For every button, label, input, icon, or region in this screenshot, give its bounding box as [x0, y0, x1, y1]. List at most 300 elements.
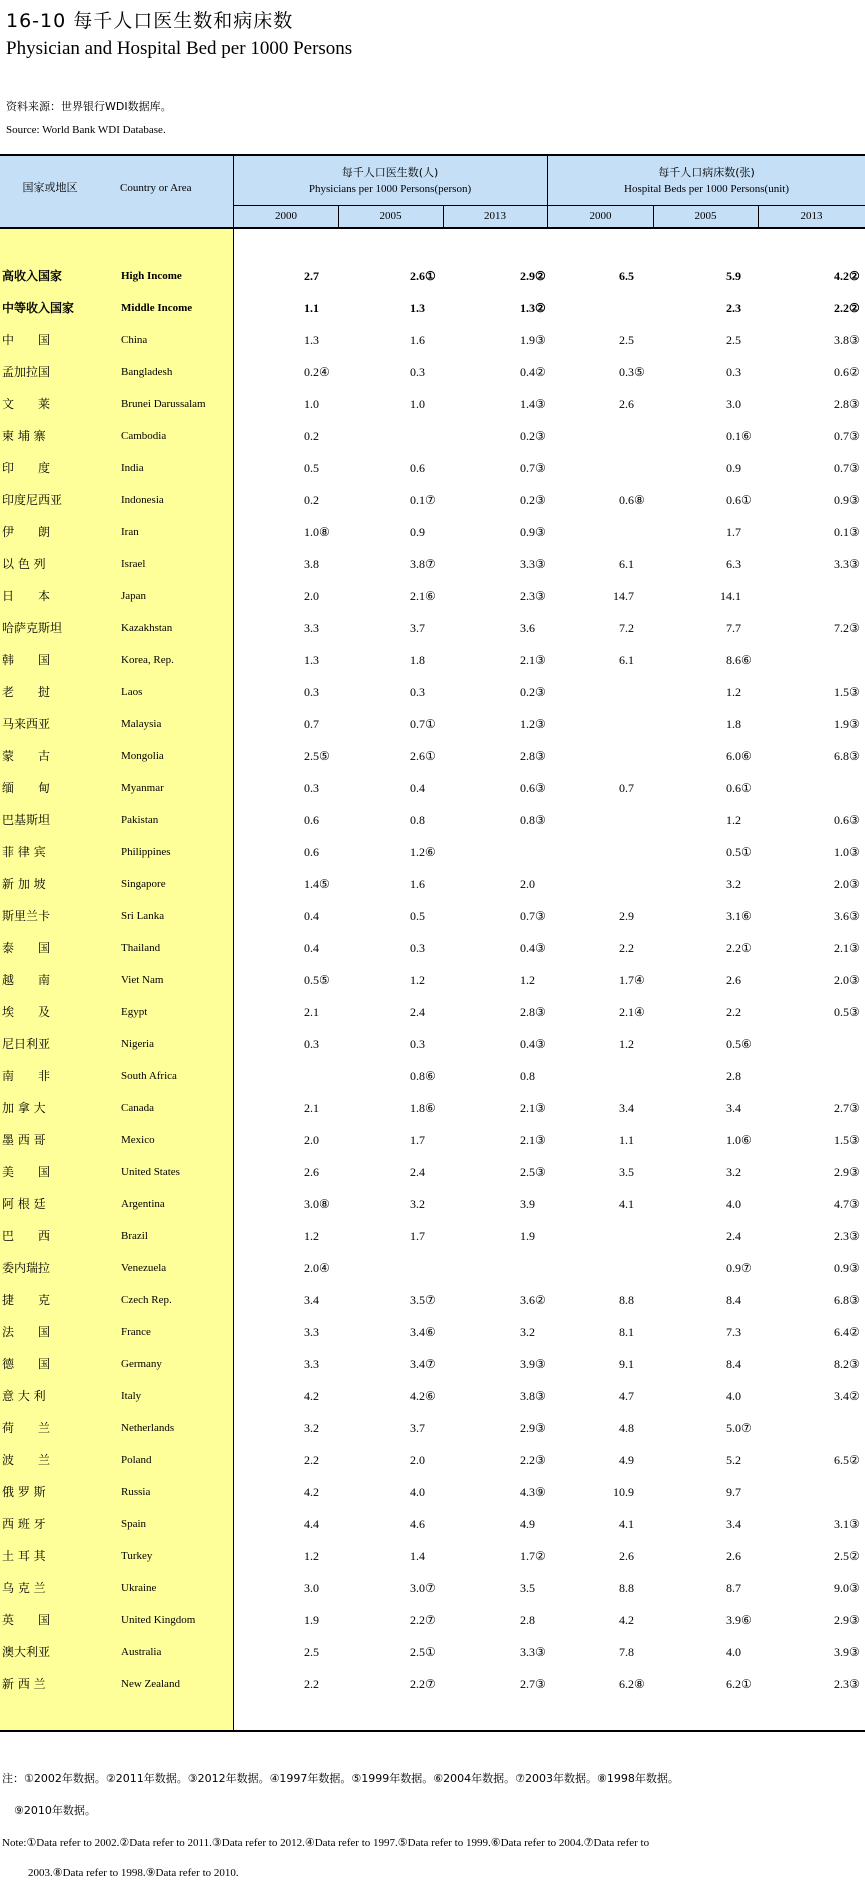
value-number: 10.9	[613, 1485, 634, 1499]
value-number: 2.2	[726, 941, 741, 955]
table-row	[0, 1124, 865, 1156]
note-marker: ⑦	[425, 557, 436, 571]
value-cell	[507, 708, 548, 740]
country-name-en: Cambodia	[121, 430, 167, 442]
notes-en-line2: 2003.⑧Data refer to 1998.⑨Data refer to 2010.	[28, 1867, 239, 1879]
value-cell	[397, 996, 438, 1028]
value-cell	[821, 964, 862, 996]
value-number: 4.9	[619, 1453, 634, 1467]
header-year: 2005	[694, 210, 717, 222]
value-number: 8.8	[619, 1581, 634, 1595]
country-name-cn: 高收入国家	[2, 269, 63, 283]
value-cell	[507, 580, 548, 612]
note-marker: ③	[849, 685, 860, 699]
value-number: 7.2	[834, 621, 849, 635]
note-marker: ③	[535, 557, 546, 571]
value-number: 1.9	[520, 333, 535, 347]
country-name-en: Spain	[121, 1518, 147, 1530]
value-cell	[397, 1508, 438, 1540]
country-name-en: Philippines	[121, 846, 171, 858]
value-number: 1.5	[834, 1133, 849, 1147]
value-cell	[821, 1412, 862, 1444]
value-number: 1.3	[304, 653, 319, 667]
value-cell	[397, 292, 438, 324]
country-name-en: Singapore	[121, 878, 166, 890]
value-cell	[821, 452, 862, 484]
value-cell	[397, 356, 438, 388]
value-cell	[713, 420, 754, 452]
value-number: 1.2	[304, 1229, 319, 1243]
note-marker: ③	[849, 1165, 860, 1179]
value-cell	[713, 1540, 754, 1572]
value-cell	[291, 1188, 332, 1220]
value-cell	[713, 996, 754, 1028]
value-cell	[606, 292, 647, 324]
value-cell	[397, 1476, 438, 1508]
value-cell	[291, 1092, 332, 1124]
value-number: 1.8	[410, 1101, 425, 1115]
value-cell	[606, 772, 647, 804]
country-name-cn: 波 兰	[2, 1453, 51, 1467]
value-cell	[507, 1252, 548, 1284]
value-cell	[606, 964, 647, 996]
note-marker: ④	[319, 1261, 330, 1275]
note-marker: ③	[849, 845, 860, 859]
notes-cn-line2: ⑨2010年数据。	[14, 1804, 96, 1817]
value-cell	[291, 324, 332, 356]
value-cell	[397, 1636, 438, 1668]
value-number: 0.5	[834, 1005, 849, 1019]
value-cell	[397, 1092, 438, 1124]
country-name-cn: 俄 罗 斯	[2, 1485, 46, 1499]
table-row	[0, 260, 865, 292]
note-marker: ②	[849, 301, 860, 315]
value-number: 2.3	[726, 301, 741, 315]
value-number: 4.2	[410, 1389, 425, 1403]
value-number: 0.6	[834, 365, 849, 379]
value-cell	[713, 1092, 754, 1124]
country-name-en: Japan	[121, 590, 147, 602]
value-cell	[606, 1124, 647, 1156]
note-marker: ③	[849, 557, 860, 571]
value-cell	[397, 1412, 438, 1444]
year-divider	[653, 205, 654, 228]
value-cell	[507, 1092, 548, 1124]
header-country-cn: 国家或地区	[22, 181, 78, 194]
value-cell	[713, 1380, 754, 1412]
country-name-cn: 加 拿 大	[2, 1101, 46, 1115]
value-number: 3.4	[410, 1357, 425, 1371]
value-cell	[507, 1124, 548, 1156]
note-marker: ⑤	[319, 973, 330, 987]
value-cell	[291, 1252, 332, 1284]
value-number: 0.3	[726, 365, 741, 379]
value-cell	[606, 836, 647, 868]
value-number: 3.0	[726, 397, 741, 411]
value-number: 2.1	[304, 1005, 319, 1019]
value-cell	[821, 868, 862, 900]
note-marker: ③	[535, 717, 546, 731]
value-number: 0.7	[834, 429, 849, 443]
value-number: 2.6	[726, 973, 741, 987]
value-cell	[713, 356, 754, 388]
value-number: 3.2	[726, 1165, 741, 1179]
value-cell	[507, 772, 548, 804]
value-number: 2.3	[520, 589, 535, 603]
value-cell	[821, 708, 862, 740]
value-cell	[713, 548, 754, 580]
note-marker: ③	[535, 1645, 546, 1659]
value-cell	[713, 1508, 754, 1540]
value-number: 1.7	[410, 1229, 425, 1243]
value-number: 3.3	[304, 1325, 319, 1339]
country-name-cn: 印 度	[2, 461, 51, 475]
value-number: 2.0	[520, 877, 535, 891]
value-number: 1.2	[619, 1037, 634, 1051]
table-row	[0, 1348, 865, 1380]
value-number: 0.8	[520, 813, 535, 827]
value-number: 3.8	[834, 333, 849, 347]
value-number: 8.7	[726, 1581, 741, 1595]
value-number: 4.0	[726, 1389, 741, 1403]
note-marker: ③	[535, 1389, 546, 1403]
value-cell	[291, 516, 332, 548]
country-name-cn: 日 本	[2, 589, 51, 603]
value-number: 0.8	[410, 813, 425, 827]
value-cell	[606, 484, 647, 516]
header-beds-cn: 每千人口病床数(张)	[658, 166, 755, 179]
value-cell	[713, 1572, 754, 1604]
value-number: 0.3	[410, 365, 425, 379]
note-marker: ③	[849, 1357, 860, 1371]
note-marker: ⑥	[741, 1613, 752, 1627]
country-name-cn: 乌 克 兰	[2, 1581, 46, 1595]
value-cell	[821, 804, 862, 836]
value-cell	[713, 804, 754, 836]
value-number: 0.4	[410, 781, 425, 795]
value-number: 2.4	[410, 1005, 425, 1019]
value-number: 3.8	[520, 1389, 535, 1403]
value-cell	[713, 964, 754, 996]
value-cell	[713, 1476, 754, 1508]
note-marker: ⑦	[425, 1357, 436, 1371]
value-number: 2.6	[410, 269, 425, 283]
value-cell	[821, 900, 862, 932]
note-marker: ①	[741, 781, 752, 795]
source-en: Source: World Bank WDI Database.	[6, 124, 166, 136]
country-name-en: Czech Rep.	[121, 1294, 172, 1306]
value-number: 0.5	[726, 845, 741, 859]
country-name-cn: 马来西亚	[2, 717, 51, 731]
table-row	[0, 964, 865, 996]
country-name-cn: 越 南	[2, 973, 51, 987]
note-marker: ③	[535, 653, 546, 667]
value-cell	[821, 1540, 862, 1572]
value-number: 9.0	[834, 1581, 849, 1595]
note-marker: ②	[849, 365, 860, 379]
value-cell	[821, 1668, 862, 1700]
note-marker: ③	[849, 1005, 860, 1019]
value-number: 1.0	[834, 845, 849, 859]
note-marker: ③	[535, 1005, 546, 1019]
value-number: 0.4	[520, 941, 535, 955]
value-cell	[291, 1060, 332, 1092]
value-number: 2.1	[619, 1005, 634, 1019]
value-cell	[606, 1636, 647, 1668]
value-number: 6.2	[619, 1677, 634, 1691]
value-cell	[821, 1188, 862, 1220]
value-number: 6.0	[726, 749, 741, 763]
value-number: 2.4	[410, 1165, 425, 1179]
table-row	[0, 388, 865, 420]
value-cell	[291, 260, 332, 292]
value-cell	[507, 388, 548, 420]
note-marker: ⑦	[741, 1421, 752, 1435]
note-marker: ③	[849, 1293, 860, 1307]
value-cell	[821, 292, 862, 324]
value-cell	[397, 1284, 438, 1316]
note-marker: ①	[425, 269, 436, 283]
value-number: 2.4	[726, 1229, 741, 1243]
value-cell	[507, 1412, 548, 1444]
table-row	[0, 516, 865, 548]
country-name-cn: 意 大 利	[2, 1389, 46, 1403]
value-cell	[507, 324, 548, 356]
value-number: 0.6	[304, 813, 319, 827]
value-number: 0.5	[410, 909, 425, 923]
value-number: 2.5	[619, 333, 634, 347]
value-cell	[606, 1092, 647, 1124]
value-cell	[291, 1444, 332, 1476]
value-number: 0.2	[520, 493, 535, 507]
value-cell	[606, 1508, 647, 1540]
value-cell	[397, 1348, 438, 1380]
value-cell	[606, 452, 647, 484]
value-number: 3.4	[304, 1293, 319, 1307]
value-number: 3.0	[304, 1197, 319, 1211]
header-bottom-rule	[0, 227, 865, 229]
value-cell	[821, 1572, 862, 1604]
value-number: 2.0	[410, 1453, 425, 1467]
note-marker: ③	[535, 493, 546, 507]
value-number: 2.2	[726, 1005, 741, 1019]
value-number: 3.3	[834, 557, 849, 571]
note-marker: ⑦	[425, 1677, 436, 1691]
header-year: 2005	[379, 210, 402, 222]
note-marker: ③	[535, 525, 546, 539]
country-name-en: Myanmar	[121, 782, 164, 794]
note-marker: ③	[535, 333, 546, 347]
note-marker: ③	[849, 493, 860, 507]
country-name-en: India	[121, 462, 144, 474]
value-cell	[821, 580, 862, 612]
value-cell	[507, 1028, 548, 1060]
value-cell	[821, 1444, 862, 1476]
note-marker: ③	[849, 621, 860, 635]
header-year: 2013	[484, 210, 506, 222]
value-cell	[291, 1028, 332, 1060]
header-year: 2013	[800, 210, 823, 222]
value-cell	[397, 516, 438, 548]
value-number: 0.1	[410, 493, 425, 507]
value-number: 2.0	[304, 1133, 319, 1147]
value-cell	[507, 516, 548, 548]
value-cell	[713, 900, 754, 932]
value-number: 3.4	[619, 1101, 634, 1115]
value-number: 0.5	[726, 1037, 741, 1051]
value-cell	[606, 644, 647, 676]
value-cell	[821, 740, 862, 772]
value-number: 2.7	[834, 1101, 849, 1115]
value-cell	[606, 1380, 647, 1412]
value-cell	[606, 580, 647, 612]
country-name-cn: 新 加 坡	[2, 877, 46, 891]
value-cell	[507, 260, 548, 292]
table-row	[0, 420, 865, 452]
value-cell	[606, 1540, 647, 1572]
value-cell	[507, 484, 548, 516]
note-marker: ⑥	[425, 1101, 436, 1115]
value-number: 1.2	[520, 717, 535, 731]
value-cell	[291, 1476, 332, 1508]
country-name-cn: 阿 根 廷	[2, 1197, 46, 1211]
country-name-en: Egypt	[121, 1006, 148, 1018]
note-marker: ②	[849, 269, 860, 283]
value-number: 6.1	[619, 653, 634, 667]
value-number: 2.1	[410, 589, 425, 603]
country-name-en: United States	[121, 1166, 180, 1178]
note-marker: ③	[849, 429, 860, 443]
value-cell	[507, 1508, 548, 1540]
country-name-cn: 文 莱	[2, 397, 51, 411]
value-number: 4.4	[304, 1517, 319, 1531]
value-cell	[507, 1316, 548, 1348]
value-number: 0.3	[410, 941, 425, 955]
note-marker: ③	[849, 1581, 860, 1595]
value-cell	[713, 708, 754, 740]
value-number: 2.2	[410, 1613, 425, 1627]
note-marker: ③	[535, 429, 546, 443]
year-divider	[443, 205, 444, 228]
value-number: 8.4	[726, 1293, 741, 1307]
value-cell	[397, 740, 438, 772]
value-number: 0.6	[520, 781, 535, 795]
value-cell	[397, 964, 438, 996]
value-number: 2.9	[520, 1421, 535, 1435]
value-number: 0.9	[726, 1261, 741, 1275]
value-cell	[507, 1636, 548, 1668]
value-number: 3.4	[410, 1325, 425, 1339]
value-number: 0.6	[304, 845, 319, 859]
value-number: 2.6	[619, 397, 634, 411]
source-cn: 资料来源：世界银行WDI数据库。	[6, 100, 172, 113]
note-marker: ③	[849, 1677, 860, 1691]
value-cell	[291, 1156, 332, 1188]
value-cell	[606, 1348, 647, 1380]
country-name-cn: 哈萨克斯坦	[2, 621, 63, 635]
value-cell	[507, 996, 548, 1028]
value-cell	[291, 356, 332, 388]
table-row	[0, 868, 865, 900]
note-marker: ③	[535, 1133, 546, 1147]
value-cell	[713, 260, 754, 292]
value-cell	[397, 868, 438, 900]
value-number: 1.9	[834, 717, 849, 731]
note-marker: ⑧	[319, 525, 330, 539]
value-cell	[397, 1220, 438, 1252]
country-name-cn: 法 国	[2, 1325, 51, 1339]
value-number: 2.1	[834, 941, 849, 955]
table-row	[0, 1316, 865, 1348]
country-name-en: France	[121, 1326, 151, 1338]
value-number: 0.3	[410, 685, 425, 699]
value-cell	[291, 740, 332, 772]
notes-cn-line1: 注：①2002年数据。②2011年数据。③2012年数据。④1997年数据。⑤1999年数据。⑥2004年数据。⑦2003年数据。⑧1998年数据。	[2, 1772, 679, 1785]
value-cell	[397, 1156, 438, 1188]
country-name-cn: 韩 国	[2, 653, 51, 667]
value-cell	[291, 1572, 332, 1604]
table-row	[0, 676, 865, 708]
value-cell	[397, 708, 438, 740]
group-divider	[547, 154, 548, 228]
value-cell	[291, 612, 332, 644]
value-number: 9.1	[619, 1357, 634, 1371]
value-cell	[821, 1220, 862, 1252]
note-marker: ⑧	[634, 1677, 645, 1691]
value-number: 4.6	[410, 1517, 425, 1531]
country-name-cn: 柬 埔 寨	[2, 429, 46, 443]
country-name-cn: 巴 西	[2, 1229, 51, 1243]
country-name-cn: 中等收入国家	[2, 301, 75, 315]
value-cell	[821, 996, 862, 1028]
table-row	[0, 1380, 865, 1412]
value-cell	[713, 388, 754, 420]
value-cell	[291, 452, 332, 484]
value-cell	[507, 932, 548, 964]
table-row	[0, 1444, 865, 1476]
note-marker: ②	[535, 365, 546, 379]
value-number: 1.2	[410, 973, 425, 987]
value-cell	[606, 1316, 647, 1348]
value-cell	[507, 1540, 548, 1572]
country-name-en: Iran	[121, 526, 139, 538]
table-row	[0, 996, 865, 1028]
note-marker: ②	[535, 1293, 546, 1307]
country-name-cn: 澳大利亚	[2, 1645, 51, 1659]
value-number: 0.9	[520, 525, 535, 539]
country-name-cn: 荷 兰	[2, 1421, 51, 1435]
value-number: 2.3	[834, 1677, 849, 1691]
country-name-en: Germany	[121, 1358, 162, 1370]
note-marker: ⑥	[741, 909, 752, 923]
value-cell	[821, 1348, 862, 1380]
value-number: 6.1	[619, 557, 634, 571]
value-cell	[397, 260, 438, 292]
value-number: 1.2	[520, 973, 535, 987]
value-number: 0.7	[520, 461, 535, 475]
value-cell	[291, 292, 332, 324]
value-number: 2.0	[304, 1261, 319, 1275]
value-cell	[713, 1060, 754, 1092]
country-name-en: Ukraine	[121, 1582, 157, 1594]
value-number: 2.2	[304, 1677, 319, 1691]
value-cell	[397, 900, 438, 932]
value-number: 3.9	[834, 1645, 849, 1659]
value-cell	[291, 676, 332, 708]
note-marker: ⑤	[634, 365, 645, 379]
value-number: 7.7	[726, 621, 741, 635]
value-cell	[821, 1636, 862, 1668]
